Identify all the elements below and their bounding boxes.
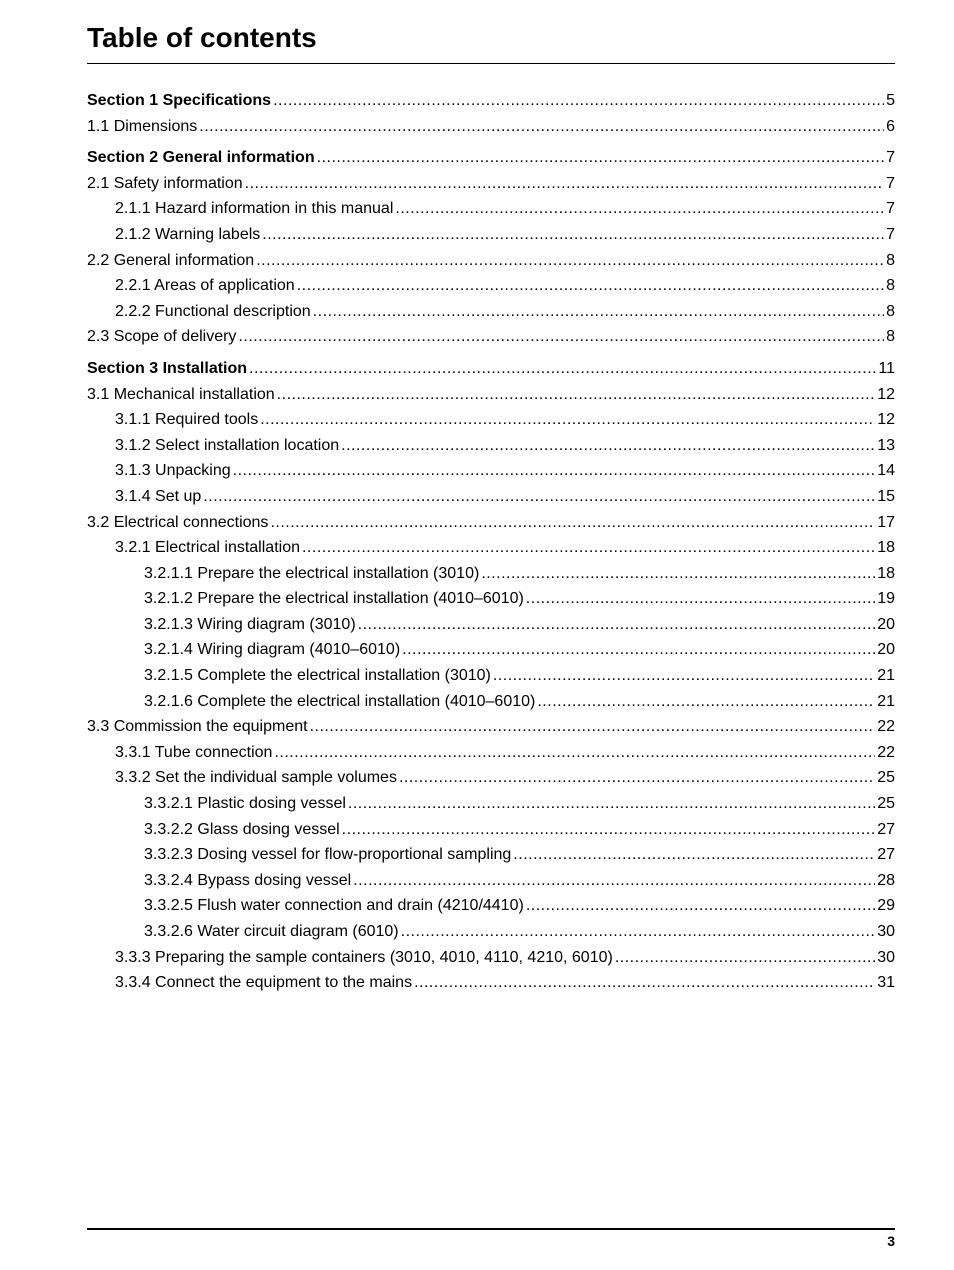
toc-entry[interactable] [87,484,895,510]
toc-entry-label: 2.2.1 Areas of application [115,277,295,295]
toc-entry[interactable] [87,919,895,945]
toc-entry-page: 25 [877,769,895,787]
toc-entry-label: 3.1.4 Set up [115,487,202,505]
toc-entry[interactable] [87,407,895,433]
toc-entry-page: 8 [886,302,895,320]
toc-entry-label: 3.1.3 Unpacking [115,462,231,480]
dot-leader [233,458,876,484]
dot-leader [260,407,875,433]
toc-entry-page: 25 [877,795,895,813]
toc-entry-page: 7 [886,174,895,192]
dot-leader [277,382,876,408]
dot-leader [256,248,884,274]
title-divider [87,63,895,64]
dot-leader [348,791,875,817]
toc-entry-page: 7 [886,200,895,218]
toc-entry-label: 2.2.2 Functional description [115,302,311,320]
toc-entry[interactable] [87,561,895,587]
toc-entry-page: 20 [877,641,895,659]
toc-entry[interactable] [87,970,895,996]
toc-entry-page: 20 [877,615,895,633]
toc-entry[interactable] [87,222,895,248]
toc-entry-page: 6 [886,117,895,135]
toc-entry-page: 22 [877,718,895,736]
footer-divider [87,1228,895,1230]
toc-entry-label: Section 3 Installation [87,359,248,377]
page-title: Table of contents [87,22,317,53]
toc-entry-label: 3.3.3 Preparing the sample containers (3010, 4010, 4110, 4210, 6010) [115,948,613,966]
toc-entry-label: 3.3.2.6 Water circuit diagram (6010) [144,923,399,940]
toc-entry-page: 18 [877,564,895,582]
toc-entry-page: 5 [886,92,895,109]
table-of-contents [87,88,895,996]
toc-entry-label: 3.1.2 Select installation location [115,436,340,454]
toc-entry-page: 31 [877,974,895,992]
toc-entry[interactable] [87,868,895,894]
dot-leader [513,842,875,868]
dot-leader [249,356,876,382]
dot-leader [317,145,884,171]
toc-entry-label: 2.1.2 Warning labels [115,225,261,243]
toc-entry-label: 3.3.2.1 Plastic dosing vessel [144,795,346,813]
toc-entry-page: 27 [877,846,895,864]
toc-section-entry[interactable] [87,356,895,382]
toc-entry[interactable] [87,689,895,715]
dot-leader [274,740,875,766]
toc-entry[interactable] [87,765,895,791]
toc-entry[interactable] [87,612,895,638]
dot-leader [493,663,875,689]
dot-leader [395,196,884,222]
toc-entry[interactable] [87,171,895,197]
toc-entry-page: 18 [877,539,895,557]
toc-entry-label: 3.3.4 Connect the equipment to the mains [115,974,413,992]
dot-leader [302,535,875,561]
toc-entry[interactable] [87,740,895,766]
dot-leader [481,561,875,587]
toc-entry-label: 2.2 General information [87,251,255,269]
dot-leader [526,893,875,919]
toc-entry[interactable] [87,248,895,274]
toc-entry[interactable] [87,273,895,299]
dot-leader [270,510,875,536]
toc-entry-label: 3.3.2.5 Flush water connection and drain (4210/4410) [144,897,524,915]
toc-entry[interactable] [87,893,895,919]
toc-entry-page: 21 [877,692,895,710]
dot-leader [297,273,884,299]
toc-entry[interactable] [87,114,895,140]
toc-entry-label: 3.2.1.4 Wiring diagram (4010–6010) [144,641,401,659]
toc-entry-label: 3.2.1.3 Wiring diagram (3010) [144,615,356,633]
toc-entry-page: 13 [877,436,895,454]
toc-entry-label: 3.2.1.6 Complete the electrical installation (4010–6010) [144,692,536,710]
dot-leader [313,299,884,325]
toc-entry-label: 2.3 Scope of delivery [87,328,237,346]
toc-entry[interactable] [87,510,895,536]
toc-entry-label: 3.2.1.5 Complete the electrical installation (3010) [144,667,491,685]
toc-entry-label: 3.3.1 Tube connection [115,743,273,761]
toc-entry-page: 7 [886,225,895,243]
toc-entry-page: 14 [877,462,895,480]
toc-entry-page: 12 [877,385,895,403]
toc-entry[interactable] [87,299,895,325]
toc-entry-page: 27 [877,820,895,838]
toc-entry[interactable] [87,324,895,350]
toc-entry-label: 3.3.2.4 Bypass dosing vessel [144,871,352,889]
toc-entry-page: 21 [877,667,895,685]
toc-entry-label: 3.2.1.2 Prepare the electrical installation (4010–6010) [144,590,524,608]
toc-entry-page: 22 [877,743,895,761]
dot-leader [399,765,875,791]
dot-leader [310,714,876,740]
dot-leader [615,945,875,971]
toc-entry-page: 12 [877,411,895,429]
toc-entry-page: 28 [877,871,895,889]
dot-leader [526,586,875,612]
toc-entry-page: 8 [886,277,895,295]
dot-leader [273,88,884,114]
dot-leader [414,970,875,996]
page-number: 3 [887,1233,895,1249]
toc-entry-label: 2.1 Safety information [87,174,243,192]
toc-entry-label: 3.2 Electrical connections [87,513,269,531]
toc-entry-label: Section 1 Specifications [87,92,272,109]
toc-entry-page: 7 [886,149,895,167]
toc-section-entry[interactable] [87,145,895,171]
toc-entry[interactable] [87,663,895,689]
toc-entry[interactable] [87,458,895,484]
toc-entry-page: 30 [877,948,895,966]
dot-leader [537,689,875,715]
toc-entry[interactable] [87,382,895,408]
dot-leader [238,324,884,350]
toc-entry[interactable] [87,535,895,561]
dot-leader [203,484,875,510]
toc-section-entry[interactable] [87,88,895,114]
toc-entry-label: 3.2.1 Electrical installation [115,539,300,557]
toc-entry[interactable] [87,842,895,868]
toc-entry-label: 3.3.2.2 Glass dosing vessel [144,820,340,838]
dot-leader [245,171,884,197]
dot-leader [199,114,884,140]
dot-leader [358,612,876,638]
toc-entry-label: 3.2.1.1 Prepare the electrical installation (3010) [144,564,480,582]
toc-entry-label: 3.1 Mechanical installation [87,385,275,403]
dot-leader [342,817,876,843]
toc-entry-page: 19 [877,590,895,608]
toc-entry-page: 8 [886,251,895,269]
dot-leader [262,222,884,248]
toc-entry[interactable] [87,945,895,971]
toc-entry[interactable] [87,791,895,817]
toc-entry-label: 3.3 Commission the equipment [87,718,308,736]
toc-entry-label: Section 2 General information [87,149,315,167]
dot-leader [402,637,875,663]
toc-entry[interactable] [87,586,895,612]
toc-entry-label: 2.1.1 Hazard information in this manual [115,200,394,218]
toc-entry-page: 8 [886,328,895,346]
toc-entry-page: 17 [877,513,895,531]
dot-leader [353,868,875,894]
toc-entry[interactable] [87,196,895,222]
toc-entry[interactable] [87,433,895,459]
toc-entry-label: 1.1 Dimensions [87,117,198,135]
toc-entry-label: 3.3.2.3 Dosing vessel for flow-proportional sampling [144,846,512,864]
dot-leader [401,919,876,945]
toc-entry[interactable] [87,817,895,843]
toc-entry[interactable] [87,637,895,663]
toc-entry-label: 3.3.2 Set the individual sample volumes [115,769,397,787]
dot-leader [341,433,875,459]
toc-entry-label: 3.1.1 Required tools [115,411,259,429]
toc-entry-page: 15 [877,487,895,505]
toc-entry[interactable] [87,714,895,740]
toc-entry-page: 30 [877,923,895,940]
toc-entry-page: 29 [877,897,895,915]
toc-entry-page: 11 [878,359,895,377]
